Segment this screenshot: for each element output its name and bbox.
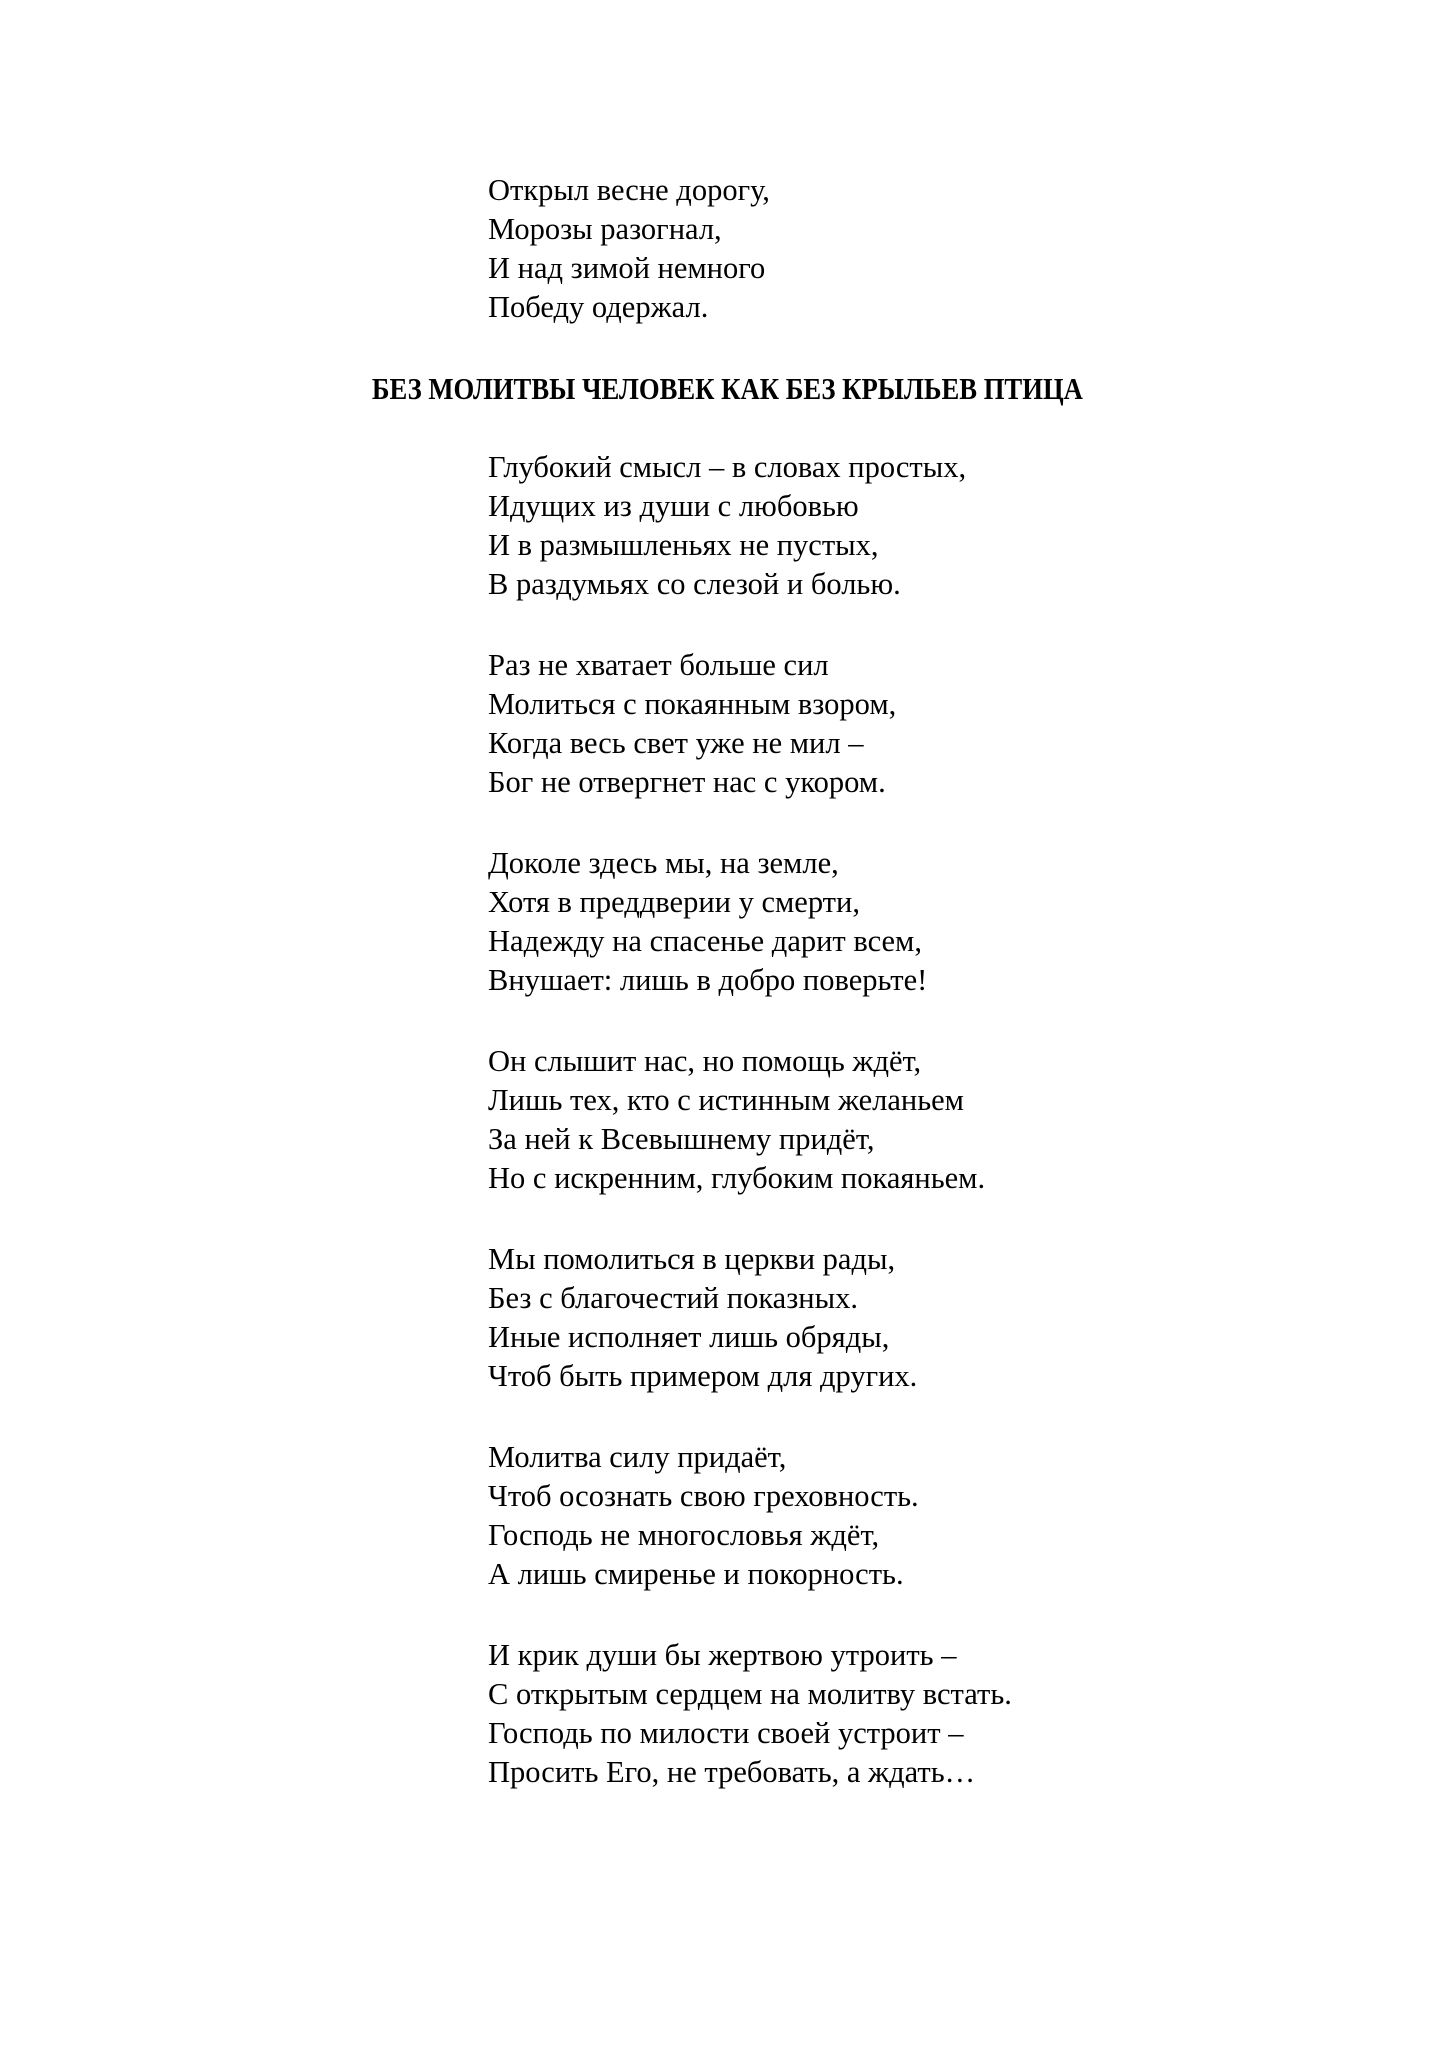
poem-line: Идущих из души с любовью — [488, 489, 859, 523]
poem-line: Лишь тех, кто с истинным желаньем — [488, 1083, 964, 1117]
stanza-7 — [488, 1636, 1012, 1792]
poem-line: За ней к Всевышнему придёт, — [488, 1122, 875, 1156]
stanza-6 — [488, 1438, 919, 1594]
poem-line: Господь по милости своей устроит – — [488, 1716, 964, 1750]
poem-line: Без с благочестий показных. — [488, 1281, 858, 1315]
poem-line: И в размышленьях не пустых, — [488, 528, 879, 562]
stanza-4 — [488, 1042, 985, 1198]
poem-line: Победу одержал. — [488, 290, 709, 324]
poem-line: Раз не хватает больше сил — [488, 648, 829, 682]
poem-line: Глубокий смысл – в словах простых, — [488, 450, 967, 484]
poem-line: Молитва силу придаёт, — [488, 1440, 787, 1474]
poem-line: В раздумьях со слезой и болью. — [488, 567, 901, 601]
poem-line: Когда весь свет уже не мил – — [488, 726, 864, 760]
stanza-3 — [488, 844, 927, 1000]
poem-line: Внушает: лишь в добро поверьте! — [488, 963, 928, 997]
poem-line: Хотя в преддверии у смерти, — [488, 885, 860, 919]
poem-line: Чтоб осознать свою греховность. — [488, 1479, 919, 1513]
stanza-2 — [488, 646, 896, 802]
poem-line: И крик души бы жертвою утроить – — [488, 1638, 957, 1672]
poem-line: И над зимой немного — [488, 251, 766, 285]
poem-line: Он слышит нас, но помощь ждёт, — [488, 1044, 922, 1078]
intro-stanza — [488, 171, 770, 327]
stanza-1 — [488, 448, 966, 604]
poem-line: А лишь смиренье и покорность. — [488, 1557, 904, 1591]
poem-line: С открытым сердцем на молитву встать. — [488, 1677, 1012, 1711]
stanza-5 — [488, 1240, 917, 1396]
poem-line: Бог не отвергнет нас с укором. — [488, 765, 886, 799]
poem-line: Иные исполняет лишь обряды, — [488, 1320, 890, 1354]
poem-line: Молиться с покаянным взором, — [488, 687, 897, 721]
poem-line: Доколе здесь мы, на земле, — [488, 846, 839, 880]
poem-line: Господь не многословья ждёт, — [488, 1518, 880, 1552]
poem-line: Чтоб быть примером для других. — [488, 1359, 918, 1393]
poem-line: Открыл весне дорогу, — [488, 173, 770, 207]
poem-line: Просить Его, не требовать, а ждать… — [488, 1755, 976, 1789]
poem-line: Но с искренним, глубоким покаяньем. — [488, 1161, 986, 1195]
poem-line: Мы помолиться в церкви рады, — [488, 1242, 896, 1276]
poem-line: Морозы разогнал, — [488, 212, 722, 246]
poem-title: БЕЗ МОЛИТВЫ ЧЕЛОВЕК КАК БЕЗ КРЫЛЬЕВ ПТИЦА — [371, 371, 1083, 406]
poem-line: Надежду на спасенье дарит всем, — [488, 924, 922, 958]
